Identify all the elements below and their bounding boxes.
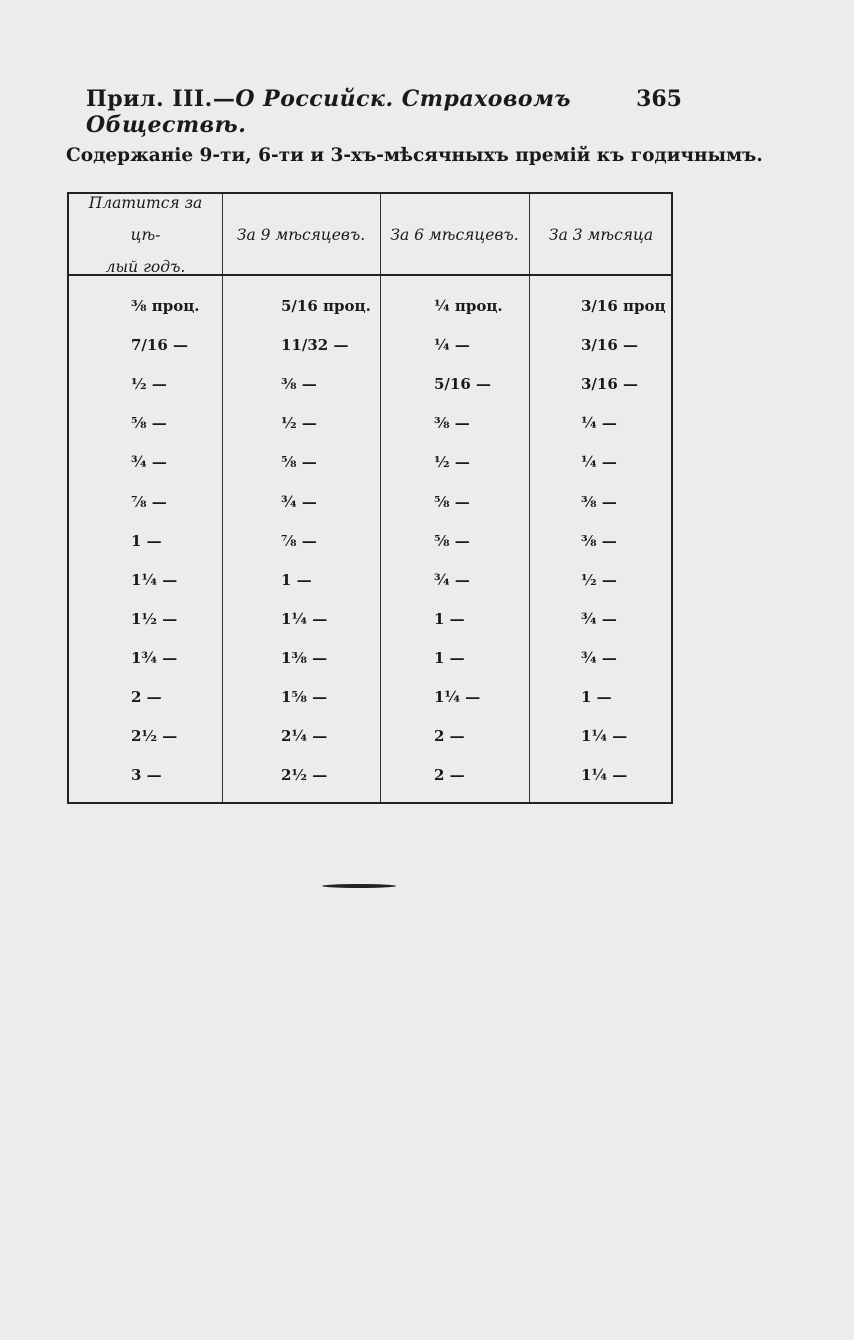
cell-3-months: 3/16 — [581, 336, 639, 355]
cell-9-months: 1⅜ — [281, 648, 328, 667]
cell-full-year: 1½ — [131, 609, 178, 628]
cell-3-months: ¼ — [581, 453, 617, 472]
page-number: 365 [636, 86, 682, 112]
cell-full-year: ¾ — [131, 453, 167, 472]
cell-9-months: 2½ — [281, 766, 328, 785]
cell-full-year: ⅝ — [131, 414, 167, 433]
cell-6-months: ¼ проц. [434, 297, 503, 315]
cell-9-months: ⅜ — [281, 375, 317, 394]
cell-9-months: ¾ — [281, 492, 317, 511]
cell-9-months: 5/16 проц. [281, 297, 371, 315]
cell-3-months: 1¼ — [581, 766, 628, 785]
cell-6-months: 2 — [434, 727, 465, 746]
running-head-title [86, 86, 682, 138]
premium-table [67, 192, 673, 804]
cell-3-months: 3/16 — [581, 375, 639, 394]
cell-3-months: 1 — [581, 688, 612, 706]
header-full-year [69, 194, 222, 276]
cell-3-months: ¾ — [581, 609, 617, 628]
cell-6-months: ¼ — [434, 336, 470, 355]
cell-3-months: ⅜ — [581, 531, 617, 550]
cell-full-year: 1¾ — [131, 648, 178, 667]
cell-9-months: 1¼ — [281, 609, 328, 628]
cell-3-months: 3/16 проц [581, 297, 666, 315]
cell-9-months: 1 — [281, 570, 312, 589]
cell-9-months: ½ — [281, 414, 317, 433]
cell-9-months: ⅞ — [281, 531, 317, 550]
cell-6-months: 1¼ — [434, 688, 481, 706]
cell-full-year: 2½ — [131, 727, 178, 746]
running-head [86, 86, 682, 138]
table-caption: Содержаніе 9-ти, 6-ти и 3-хъ-мѣсячныхъ премій къ годичнымъ. [66, 145, 763, 166]
running-head-italic-title: О Российск. Страховомъ Обществѣ. [86, 86, 572, 138]
cell-full-year: 7/16 — [131, 336, 189, 355]
cell-3-months: ⅜ — [581, 492, 617, 511]
cell-3-months: ¾ — [581, 648, 617, 667]
cell-full-year: 2 — [131, 688, 162, 706]
cell-9-months: 11/32 — [281, 336, 349, 355]
cell-6-months: 1 — [434, 609, 465, 628]
cell-full-year: 1 — [131, 531, 162, 550]
cell-6-months: 2 — [434, 766, 465, 785]
cell-full-year: 1¼ — [131, 570, 178, 589]
cell-6-months: 1 — [434, 648, 465, 667]
cell-full-year: ⅞ — [131, 492, 167, 511]
cell-6-months: ⅜ — [434, 414, 470, 433]
running-head-prefix: Прил. III.— [86, 86, 236, 112]
cell-3-months: ¼ — [581, 414, 617, 433]
header-6-months [380, 194, 529, 276]
cell-9-months: 1⅝ — [281, 688, 328, 706]
cell-6-months: ½ — [434, 453, 470, 472]
cell-full-year: ⅜ проц. [131, 297, 200, 315]
header-3-months [529, 194, 673, 276]
cell-9-months: 2¼ — [281, 727, 328, 746]
ornamental-rule [322, 884, 396, 888]
cell-full-year: ½ — [131, 375, 167, 394]
header-line: лый годъ. [105, 258, 186, 276]
cell-6-months: ⅝ — [434, 531, 470, 550]
header-line: За 9 мѣсяцевъ. [236, 226, 366, 244]
header-line: За 6 мѣсяцевъ. [390, 226, 519, 244]
cell-3-months: ½ — [581, 570, 617, 589]
cell-full-year: 3 — [131, 766, 162, 785]
cell-3-months: 1¼ — [581, 727, 628, 746]
header-line: За 3 мѣсяца [548, 226, 654, 244]
cell-6-months: 5/16 — [434, 375, 492, 394]
cell-9-months: ⅝ — [281, 453, 317, 472]
header-9-months [222, 194, 380, 276]
header-line: Платится за цѣ- [88, 194, 203, 244]
cell-6-months: ⅝ — [434, 492, 470, 511]
cell-6-months: ¾ — [434, 570, 470, 589]
